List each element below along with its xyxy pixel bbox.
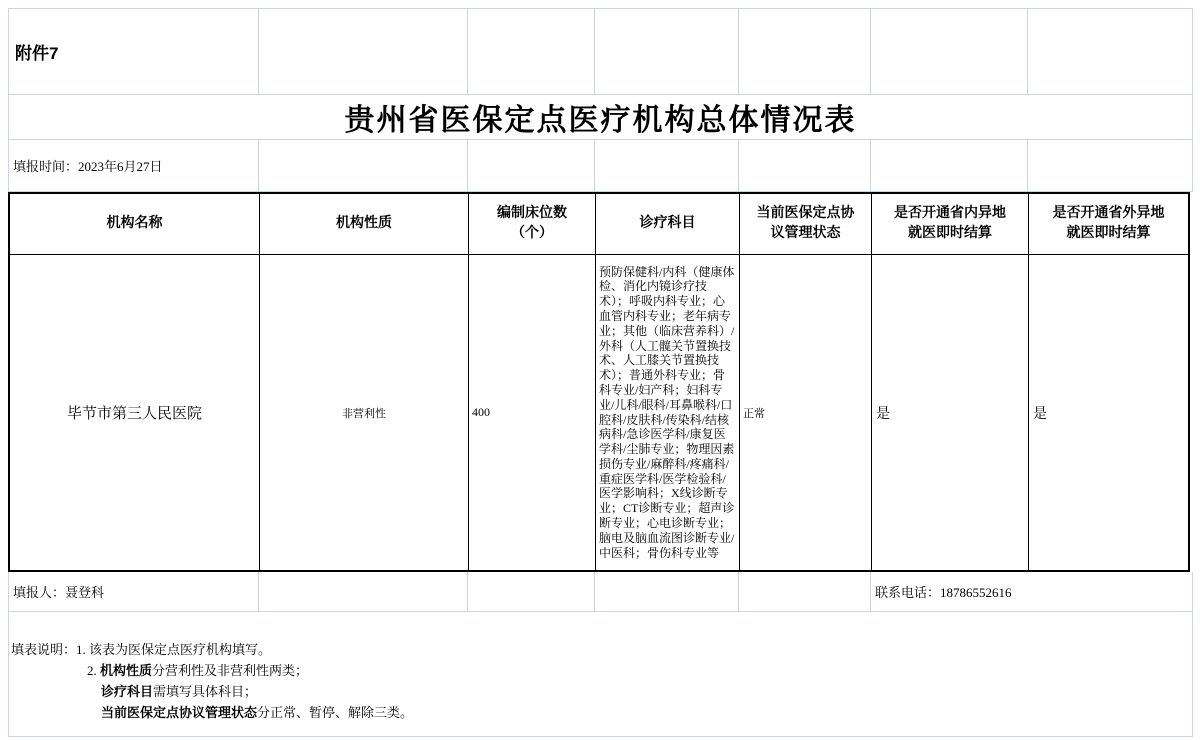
- empty-cell: [468, 9, 595, 94]
- empty-cell: [1028, 9, 1192, 94]
- cell-in-province-settlement: 是: [872, 255, 1029, 570]
- departments-text: 预防保健科/内科（健康体检、消化内镜诊疗技术）；呼吸内科专业；心血管内科专业；老年病专业；其他（临床营养科）/外科（人工髋关节置换技术、人工膝关节置换技术）；普通外科专业；骨科专业/妇产科；妇科专业/儿科/眼科/耳鼻喉科/口腔科/皮肤科/传染科/结核病科/急诊医学科/康复医学科/尘肺专业；物理因素损伤专业/麻醉科/疼痛科/重症医学科/医学检验科/医学影响科；X线诊断专业；CT诊断专业；超声诊断专业；心电诊断专业；脑电及脑血流图诊断专业/中医科；骨伤科专业等: [599, 264, 735, 560]
- cell-bed-count: 400: [469, 255, 596, 570]
- cell-institution-name: 毕节市第三人民医院: [10, 255, 260, 570]
- note-item-4-text: 分正常、暂停、解除三类。: [257, 705, 414, 720]
- attachment-row: [8, 8, 1193, 95]
- note-item-1: 1. 该表为医保定点医疗机构填写。: [76, 642, 272, 657]
- note-item-3-term: 诊疗科目: [101, 684, 154, 699]
- header-departments: 诊疗科目: [596, 194, 740, 254]
- empty-cell: [871, 140, 1028, 191]
- empty-cell: [259, 9, 468, 94]
- title-row: [8, 95, 1193, 140]
- note-item-3-text: 需填写具体科目；: [153, 684, 258, 699]
- empty-cell: [595, 9, 739, 94]
- reporter-label: 填报人：聂登科: [13, 585, 105, 600]
- cell-out-province-settlement: 是: [1033, 406, 1047, 422]
- header-bed-count: 编制床位数（个）: [469, 194, 596, 254]
- empty-cell: [468, 140, 595, 191]
- empty-cell: [739, 9, 871, 94]
- report-time-row: [8, 140, 1193, 192]
- cell-departments: [596, 255, 740, 570]
- note-item-2-number: 2.: [87, 663, 100, 678]
- empty-cell: [739, 572, 871, 611]
- note-line-1: [11, 639, 1192, 660]
- page-title: 贵州省医保定点医疗机构总体情况表: [344, 104, 857, 137]
- institution-table: [8, 192, 1190, 572]
- note-line-2: [87, 660, 1192, 681]
- header-institution-nature: 机构性质: [260, 194, 469, 254]
- table-data-row: [10, 255, 1188, 570]
- empty-cell: [595, 140, 739, 191]
- note-line-3: [101, 681, 1192, 702]
- note-line-4: [101, 702, 1192, 723]
- spreadsheet-area: [8, 8, 1193, 737]
- note-item-2-text: 分营利性及非营利性两类；: [152, 663, 309, 678]
- report-time-label: 填报时间：2023年6月27日: [13, 159, 163, 174]
- notes-label: 填表说明：: [11, 642, 77, 657]
- header-agreement-status: 当前医保定点协议管理状态: [740, 194, 872, 254]
- notes-block: [8, 612, 1193, 737]
- report-time-cell: [9, 140, 259, 191]
- empty-cell: [595, 572, 739, 611]
- header-institution-name: 机构名称: [10, 194, 260, 254]
- empty-cell: [739, 140, 871, 191]
- attachment-label: 附件7: [15, 44, 59, 63]
- attachment-cell: [9, 9, 259, 94]
- cell-agreement-status: 正常: [740, 255, 872, 570]
- table-header-row: [10, 194, 1188, 255]
- empty-cell: [259, 572, 468, 611]
- contact-cell: [871, 572, 1192, 611]
- header-in-province-settlement: 是否开通省内异地就医即时结算: [872, 194, 1029, 254]
- note-item-2-term: 机构性质: [100, 663, 153, 678]
- contact-label: 联系电话：18786552616: [875, 585, 1012, 600]
- empty-cell: [871, 9, 1028, 94]
- note-item-4-term: 当前医保定点协议管理状态: [101, 705, 258, 720]
- empty-cell: [259, 140, 468, 191]
- header-out-province-settlement: 是否开通省外异地就医即时结算: [1052, 206, 1165, 241]
- reporter-row: [8, 572, 1193, 612]
- reporter-cell: [9, 572, 259, 611]
- empty-cell: [468, 572, 595, 611]
- cell-institution-nature: 非营利性: [260, 255, 469, 570]
- empty-cell: [1028, 140, 1192, 191]
